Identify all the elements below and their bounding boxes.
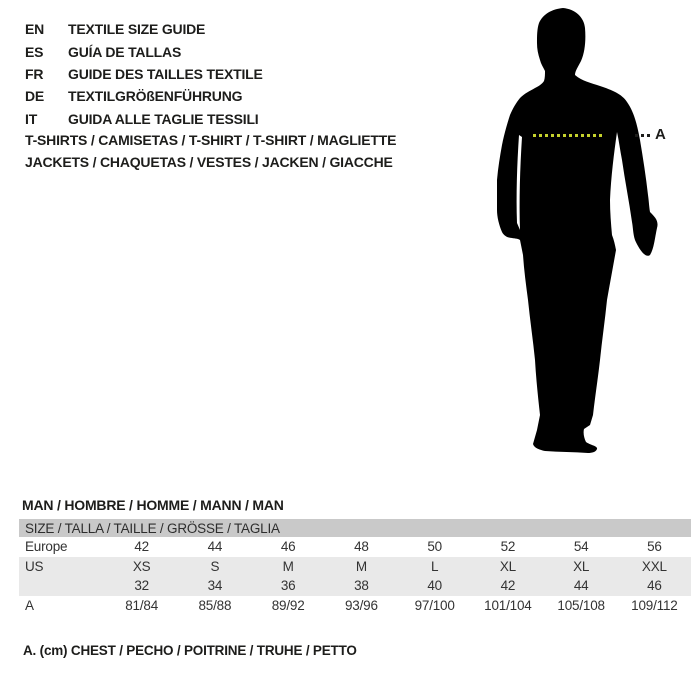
size-cell: 81/84 <box>125 597 159 613</box>
row-label: Europe <box>25 539 68 555</box>
size-cell: L <box>398 557 471 577</box>
row-label <box>19 576 105 596</box>
language-code: DE <box>25 88 45 105</box>
size-cell: 56 <box>647 539 662 555</box>
size-cell: 40 <box>398 576 471 596</box>
language-label: GUÍA DE TALLAS <box>68 43 182 60</box>
language-code: EN <box>25 21 45 38</box>
man-silhouette-figure <box>483 5 698 460</box>
chest-measure-line <box>533 134 604 137</box>
size-table-header: SIZE / TALLA / TAILLE / GRÖSSE / TAGLIA <box>19 519 691 537</box>
language-row <box>25 85 263 107</box>
size-cell: 44 <box>207 539 223 555</box>
size-cell: M <box>325 557 398 577</box>
size-cell: 50 <box>427 539 442 555</box>
language-label: TEXTILGRÖßENFÜHRUNG <box>68 88 243 105</box>
size-cell: S <box>178 557 251 577</box>
row-label: A <box>25 597 34 613</box>
size-cell: 105/108 <box>557 597 605 613</box>
size-cell: 54 <box>573 539 589 555</box>
language-list <box>25 18 263 130</box>
size-cell: 101/104 <box>484 597 532 613</box>
size-cell: 46 <box>618 576 691 596</box>
size-cell: XXL <box>618 557 691 577</box>
language-code: ES <box>25 43 44 60</box>
size-cell: 38 <box>325 576 398 596</box>
language-label: GUIDE DES TAILLES TEXTILE <box>68 65 263 82</box>
size-cell: 109/112 <box>631 597 678 613</box>
size-cell: 97/100 <box>414 597 455 613</box>
size-cell: XL <box>471 557 544 577</box>
table-row-us <box>19 557 691 577</box>
language-row <box>25 40 263 62</box>
language-label: TEXTILE SIZE GUIDE <box>68 21 206 38</box>
language-label: GUIDA ALLE TAGLIE TESSILI <box>68 110 259 127</box>
size-cell: 34 <box>178 576 251 596</box>
garment-categories <box>25 129 396 174</box>
language-row <box>25 18 263 40</box>
size-cell: XS <box>105 557 178 577</box>
size-cell: 42 <box>134 539 149 555</box>
chest-footnote: A. (cm) CHEST / PECHO / POITRINE / TRUHE / PETTO <box>23 643 357 658</box>
language-code: IT <box>25 110 38 127</box>
size-cell: 48 <box>354 539 369 555</box>
size-cell: 42 <box>471 576 544 596</box>
language-row <box>25 108 263 130</box>
size-cell: M <box>252 557 325 577</box>
size-cell: 32 <box>105 576 178 596</box>
table-row-us-numeric <box>19 576 691 596</box>
size-table <box>19 519 691 615</box>
size-table-header-row <box>19 519 691 537</box>
man-section-title: MAN / HOMBRE / HOMME / MANN / MAN <box>22 497 284 513</box>
size-cell: 85/88 <box>198 597 232 613</box>
table-row-chest-cm <box>19 596 691 616</box>
size-cell: XL <box>545 557 618 577</box>
category-line-tshirts: T-SHIRTS / CAMISETAS / T-SHIRT / T-SHIRT / MAGLIETTE <box>25 132 397 148</box>
man-silhouette <box>483 5 683 460</box>
table-row-europe <box>19 537 691 557</box>
size-cell: 46 <box>280 539 296 555</box>
category-line-jackets: JACKETS / CHAQUETAS / VESTES / JACKEN / GIACCHE <box>25 154 393 171</box>
size-cell: 52 <box>500 539 516 555</box>
row-label: US <box>19 557 105 577</box>
language-code: FR <box>25 65 44 82</box>
measure-label-a: A <box>655 126 666 143</box>
size-cell: 44 <box>545 576 618 596</box>
size-cell: 89/92 <box>271 597 305 613</box>
size-cell: 36 <box>252 576 325 596</box>
size-cell: 93/96 <box>344 597 378 613</box>
measure-line-extension <box>635 134 652 137</box>
language-row <box>25 63 263 85</box>
